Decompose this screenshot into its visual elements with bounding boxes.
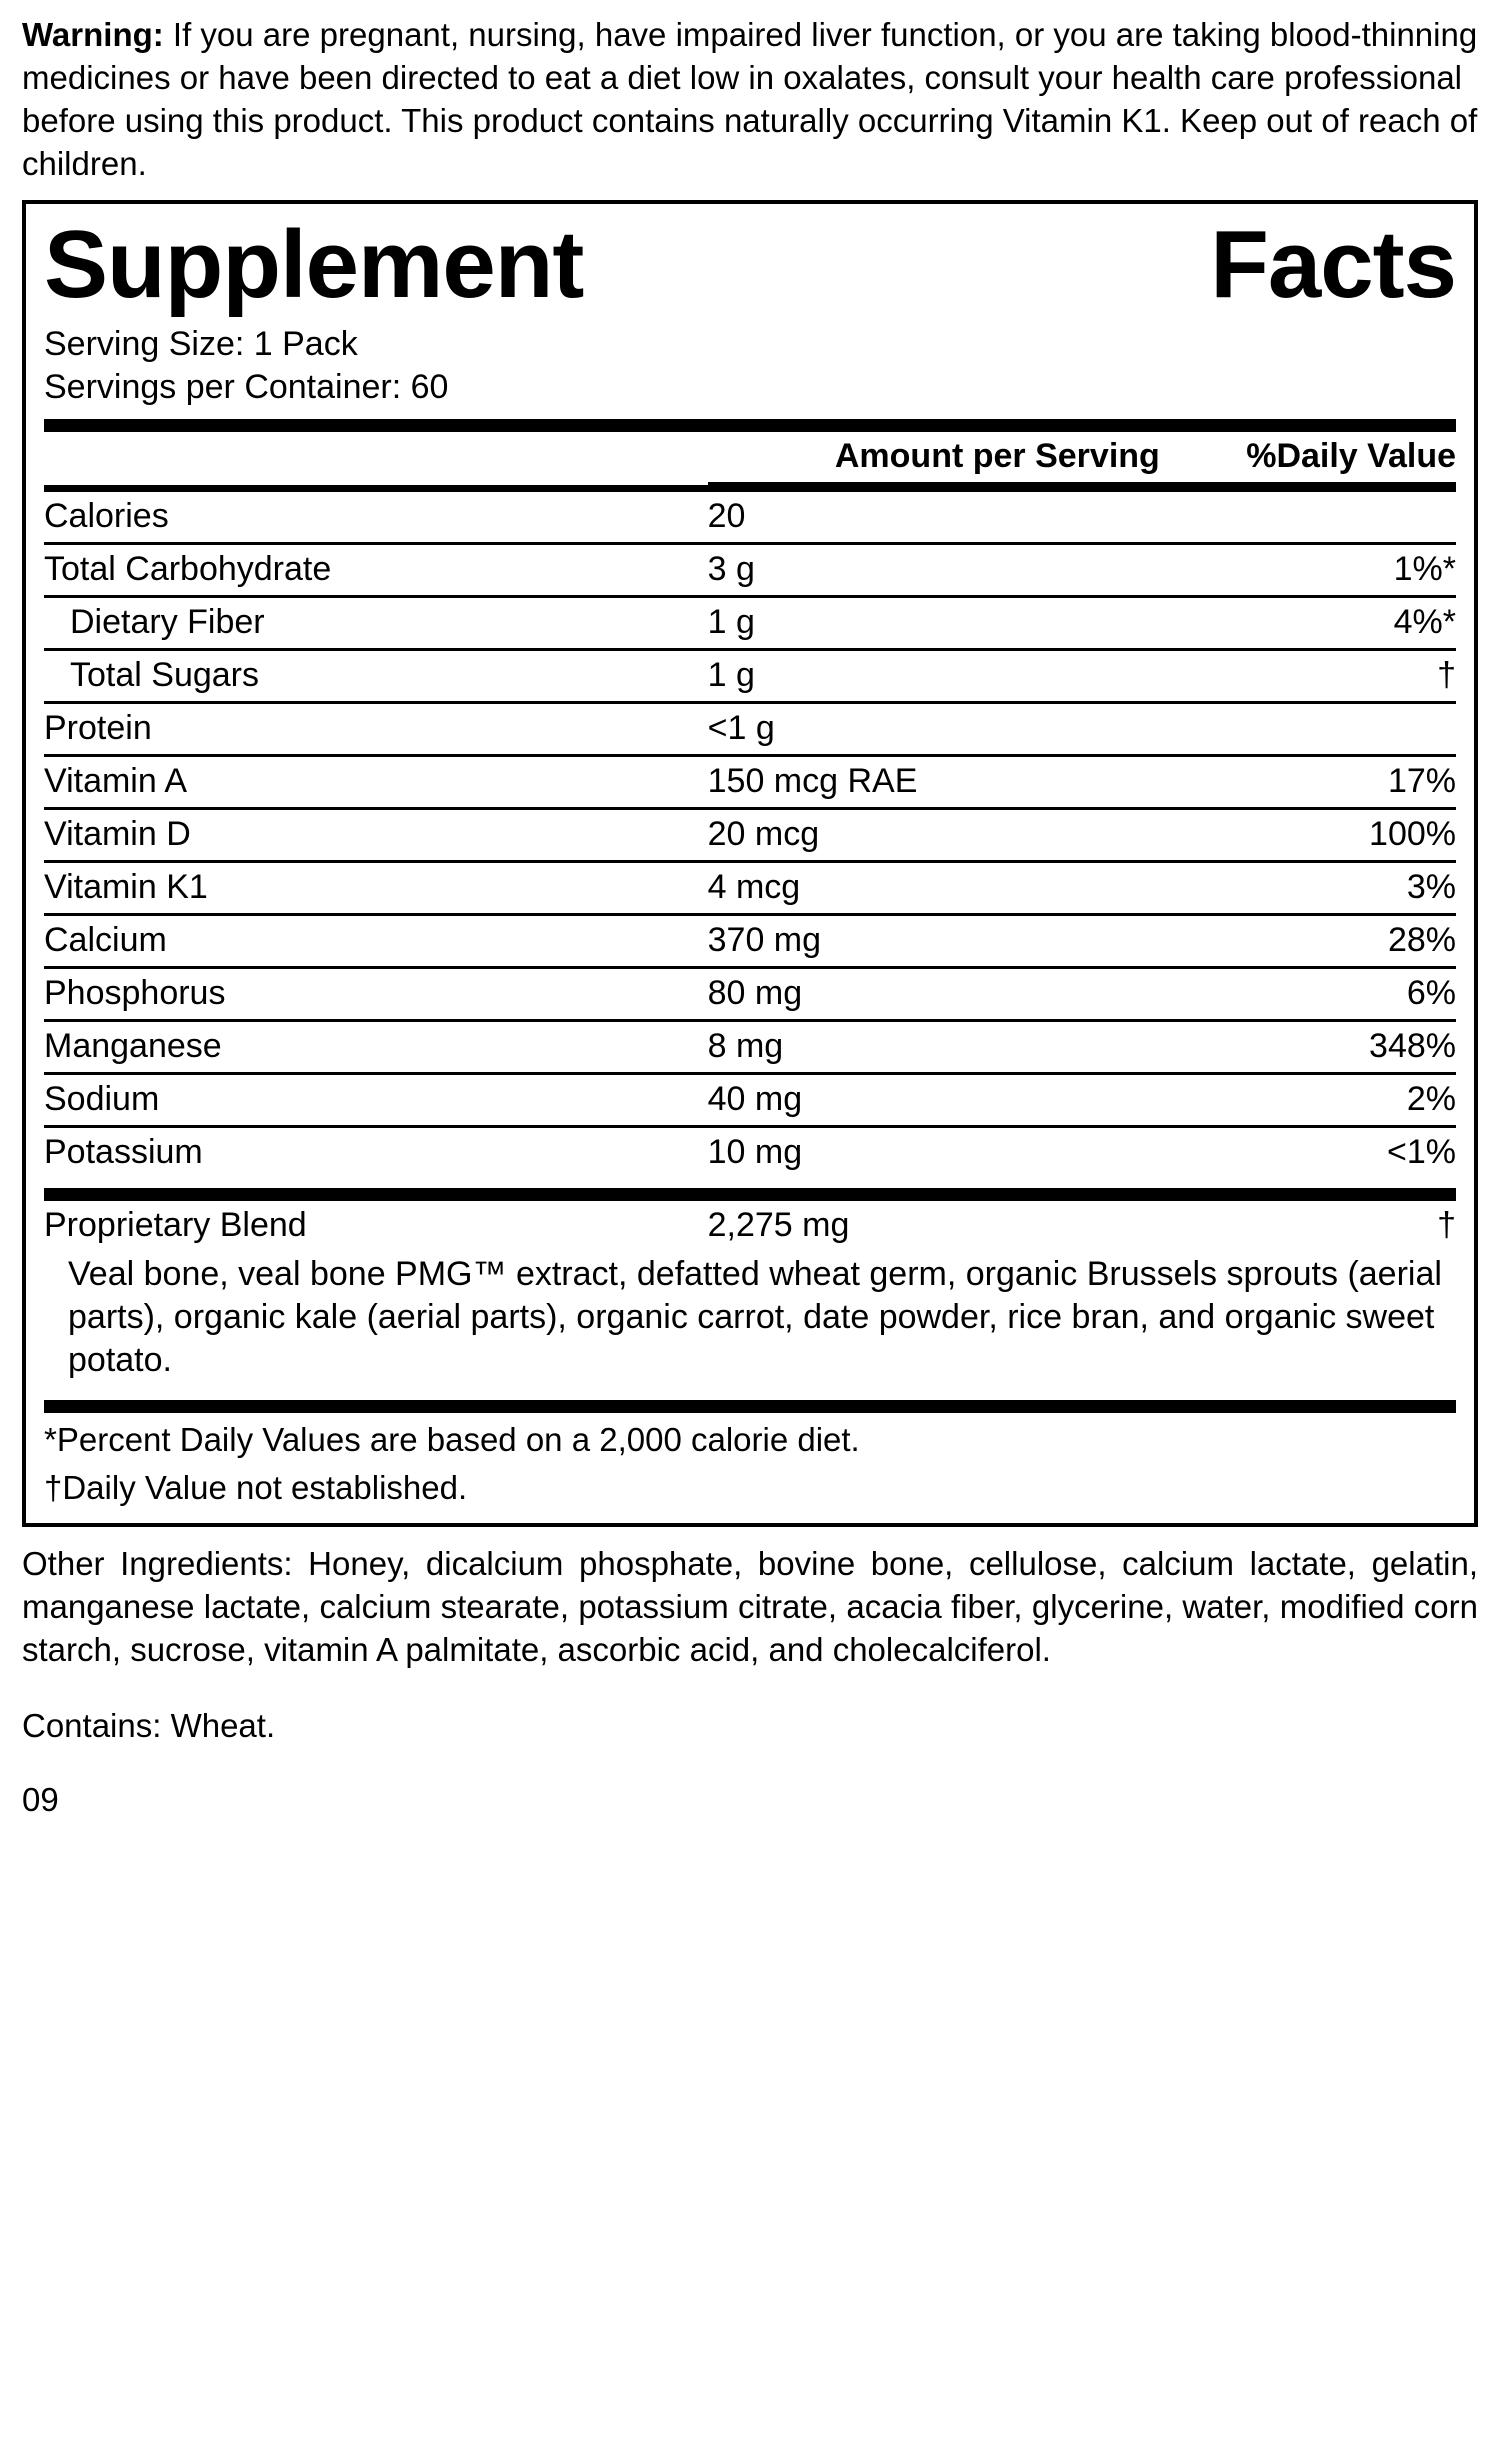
nutrient-name: Protein (44, 703, 708, 756)
rule-top (44, 419, 1456, 432)
nutrient-dv (1202, 703, 1456, 756)
nutrient-amount: 3 g (708, 544, 1202, 597)
rule-under-header (44, 485, 1456, 492)
supplement-facts-title (44, 210, 1456, 318)
footnote-dv-not-established: †Daily Value not established. (44, 1468, 468, 1506)
nutrient-name: Manganese (44, 1021, 708, 1074)
nutrient-amount: 4 mcg (708, 862, 1202, 915)
warning-body: If you are pregnant, nursing, have impaired liver function, or you are taking blood-thinning medicines or have been directed to eat a diet low in oxalates, consult your health care professional before using this product. This product contains naturally occurring Vitamin K1. Keep out of reach of children. (22, 16, 1478, 182)
facts-header-row (44, 432, 1456, 484)
supplement-facts-panel (22, 200, 1478, 1528)
page-number: 09 (22, 1780, 59, 1818)
nutrient-amount: 370 mg (708, 915, 1202, 968)
nutrient-dv: 6% (1202, 968, 1456, 1021)
servings-per-container: Servings per Container: 60 (44, 368, 449, 407)
table-row (44, 492, 1456, 544)
nutrient-name: Phosphorus (44, 968, 708, 1021)
nutrient-amount: 1 g (708, 597, 1202, 650)
title-word-supplement: Supplement (44, 210, 584, 318)
footnote-daily-values: *Percent Daily Values are based on a 2,000 calorie diet. (44, 1420, 860, 1458)
header-daily-value: %Daily Value (1202, 432, 1456, 484)
table-row (44, 1201, 1456, 1251)
nutrient-name: Vitamin A (44, 756, 708, 809)
rule-above-blend (44, 1188, 1456, 1201)
warning-label: Warning: (22, 16, 164, 53)
serving-size: Serving Size: 1 Pack (44, 325, 358, 364)
header-amount-per-serving: Amount per Serving (708, 432, 1202, 484)
nutrient-dv: 4%* (1202, 597, 1456, 650)
nutrient-dv: <1% (1387, 1133, 1456, 1172)
nutrient-name: Potassium (44, 1133, 203, 1172)
table-row (44, 703, 1456, 756)
table-row (44, 650, 1456, 703)
warning-text (22, 14, 1478, 186)
table-row (44, 544, 1456, 597)
other-ingredients: Other Ingredients: Honey, dicalcium phosphate, bovine bone, cellulose, calcium lactate, gelatin, manganese lactate, calcium stearate, potassium citrate, acacia fiber, glycerine, water, modified corn starch, sucrose, vitamin A palmitate, ascorbic acid, and cholecalciferol. (22, 1545, 1478, 1668)
table-row (44, 1127, 1456, 1179)
nutrient-dv: 100% (1202, 809, 1456, 862)
nutrient-name: Total Carbohydrate (44, 544, 708, 597)
nutrient-amount: 8 mg (708, 1021, 1202, 1074)
nutrient-dv (1202, 492, 1456, 544)
nutrient-name: Calcium (44, 915, 708, 968)
rule-above-footnotes (44, 1400, 1456, 1413)
nutrient-name: Vitamin D (44, 809, 708, 862)
header-blank (44, 432, 708, 484)
table-row (44, 1021, 1456, 1074)
proprietary-blend-table (44, 1201, 1456, 1251)
nutrient-amount: 10 mg (707, 1133, 803, 1172)
nutrient-name: Calories (44, 492, 708, 544)
nutrient-amount: 20 (708, 492, 1202, 544)
nutrient-dv: 1%* (1202, 544, 1456, 597)
table-row (44, 862, 1456, 915)
nutrient-amount: 40 mg (708, 1074, 1202, 1127)
table-row (44, 756, 1456, 809)
table-row (44, 1074, 1456, 1127)
nutrient-name: Sodium (44, 1074, 708, 1127)
title-word-facts: Facts (1210, 210, 1456, 318)
nutrient-dv: 348% (1202, 1021, 1456, 1074)
table-row (44, 968, 1456, 1021)
nutrient-dv: 2% (1202, 1074, 1456, 1127)
table-row (44, 597, 1456, 650)
nutrient-dv: 3% (1202, 862, 1456, 915)
blend-name: Proprietary Blend (44, 1206, 307, 1245)
blend-amount: 2,275 mg (707, 1206, 850, 1245)
table-row (44, 809, 1456, 862)
nutrient-amount: 1 g (708, 650, 1202, 703)
nutrient-dv: † (1202, 650, 1456, 703)
nutrient-amount: <1 g (708, 703, 1202, 756)
nutrient-table (44, 492, 1456, 1178)
nutrient-amount: 80 mg (708, 968, 1202, 1021)
nutrient-dv: 17% (1202, 756, 1456, 809)
nutrient-amount: 150 mcg RAE (708, 756, 1202, 809)
nutrient-amount: 20 mcg (708, 809, 1202, 862)
facts-header-table (44, 432, 1456, 485)
blend-dv: † (1437, 1206, 1456, 1245)
blend-description: Veal bone, veal bone PMG™ extract, defatted wheat germ, organic Brussels sprouts (aerial parts), organic kale (aerial parts), organic carrot, date powder, rice bran, and organic sweet potato. (68, 1255, 1442, 1379)
contains-statement: Contains: Wheat. (22, 1706, 276, 1744)
nutrient-name: Dietary Fiber (44, 597, 708, 650)
table-row (44, 915, 1456, 968)
nutrient-name: Vitamin K1 (44, 862, 708, 915)
nutrient-name: Total Sugars (44, 650, 708, 703)
nutrient-dv: 28% (1202, 915, 1456, 968)
